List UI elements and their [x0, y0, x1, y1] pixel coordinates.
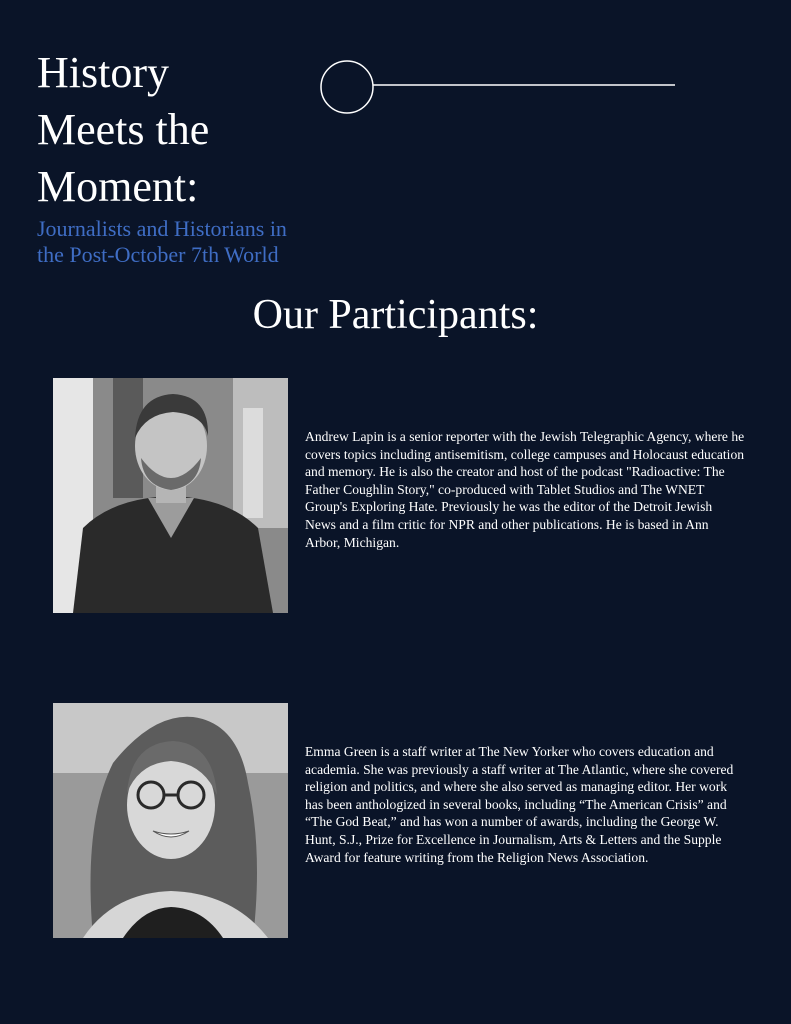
decorative-circle-line	[320, 60, 680, 114]
subtitle-line-1: Journalists and Historians in	[37, 216, 287, 241]
subtitle-line-2: the Post-October 7th World	[37, 242, 279, 267]
title-line-2: Meets the	[37, 105, 210, 154]
page-subtitle	[37, 216, 287, 268]
participant-photo-emma	[53, 703, 288, 938]
participant-bio-emma: Emma Green is a staff writer at The New Yorker who covers education and academia. She was previously a staff writer at The Atlantic, where she covered religion and politics, and where she also served as managing editor. Her work has been anthologized in several books, including “The American Crisis” and “The God Beat,” and has won a number of awards, including the George W. Hunt, S.J., Prize for Excellence in Journalism, Arts & Letters and the Supple Award for feature writing from the Religion News Association.	[305, 744, 734, 865]
portrait-icon	[53, 703, 288, 938]
participant-bio-andrew: Andrew Lapin is a senior reporter with the Jewish Telegraphic Agency, where he covers topics including antisemitism, college campuses and Holocaust education and memory. He is also the creator and host of the podcast "Radioactive: The Father Coughlin Story," co-produced with Tablet Studios and The WNET Group's Exploring Hate. Previously he was the editor of the Detroit Jewish News and a film critic for NPR and other publications. He is based in Ann Arbor, Michigan.	[305, 429, 745, 550]
section-heading: Our Participants:	[252, 292, 539, 338]
title-line-1: History	[37, 48, 169, 97]
title-line-3: Moment:	[37, 162, 199, 211]
page-title	[37, 44, 209, 215]
portrait-icon	[53, 378, 288, 613]
participant-photo-andrew	[53, 378, 288, 613]
